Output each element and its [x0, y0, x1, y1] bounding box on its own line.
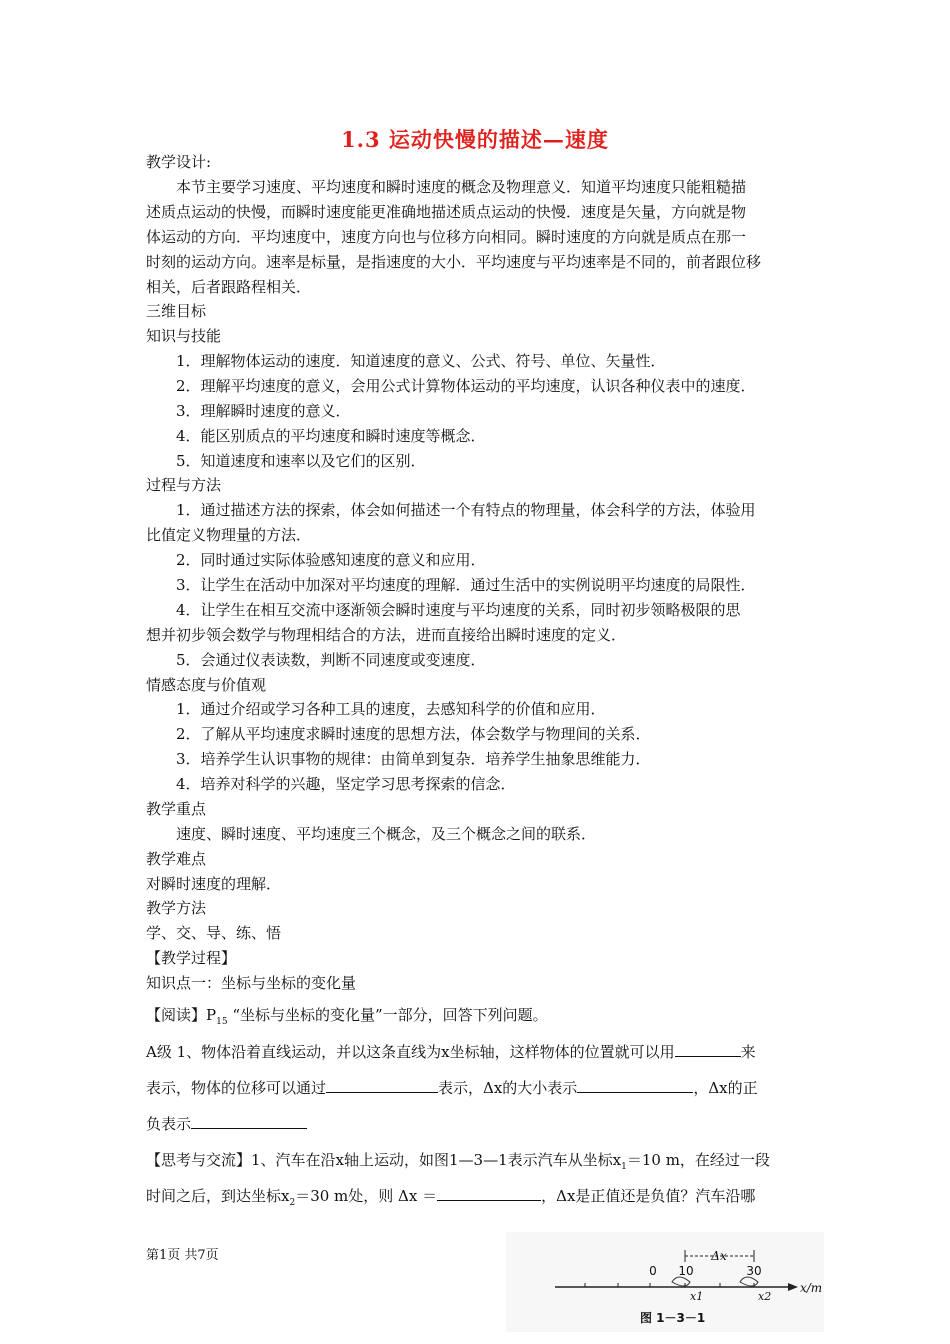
list-item: 3．培养学生认识事物的规律：由简单到复杂．培养学生抽象思维能力．	[176, 750, 651, 768]
page-footer: 第1页 共7页	[146, 1248, 219, 1263]
list-item: 3．理解瞬时速度的意义．	[176, 402, 351, 420]
reading-rest: “坐标与坐标的变化量”一部分，回答下列问题。	[227, 1006, 548, 1024]
think-text: ＝10 m，在经过一段	[626, 1151, 770, 1169]
axis-label: x/m	[800, 1281, 823, 1295]
delta-label: Δx	[711, 1249, 727, 1263]
paragraph-line: 述质点运动的快慢，而瞬时速度能更准确地描述质点运动的快慢．速度是矢量，方向就是物	[146, 203, 747, 221]
list-item: 5．知道速度和速率以及它们的区别．	[176, 452, 426, 470]
tick-label: 0	[649, 1264, 657, 1278]
x1-label: x1	[690, 1290, 704, 1303]
paragraph-line: 时刻的运动方向。速率是标量，是指速度的大小．平均速度与平均速率是不同的，前者跟位移	[146, 253, 762, 271]
think-text: ＝30 m处，则 Δx ＝	[295, 1187, 438, 1205]
question-text: 表示，Δx的大小表示	[438, 1079, 578, 1097]
question-text: ，Δx的正	[693, 1079, 758, 1097]
think-text: ，Δx是正值还是负值？汽车沿哪	[541, 1187, 756, 1205]
question-text: 来	[740, 1043, 756, 1061]
section-heading: 教学设计:	[146, 153, 212, 171]
answer-blank[interactable]	[437, 1186, 541, 1201]
list-item: 1．理解物体运动的速度．知道速度的意义、公式、符号、单位、矢量性．	[176, 352, 666, 370]
section-heading: 三维目标	[146, 302, 207, 320]
reading-page-sub: 15	[216, 1017, 228, 1027]
list-item: 4．能区别质点的平均速度和瞬时速度等概念．	[176, 427, 486, 445]
figure-caption: 图 1－3－1	[640, 1311, 706, 1325]
tick-label: 10	[678, 1264, 694, 1278]
list-item: 1．通过描述方法的探索，体会如何描述一个有特点的物理量，体会科学的方法，体验用	[176, 501, 756, 519]
list-item: 3．让学生在活动中加深对平均速度的理解．通过生活中的实例说明平均速度的局限性．	[176, 576, 756, 594]
question-line	[146, 1114, 307, 1134]
number-line-figure	[500, 1228, 830, 1338]
x2-label: x2	[758, 1290, 772, 1303]
answer-blank[interactable]	[326, 1078, 438, 1093]
question-line	[146, 1042, 756, 1062]
reading-prefix: 【阅读】P	[146, 1006, 217, 1024]
paragraph-line: 体运动的方向．平均速度中，速度方向也与位移方向相同。瞬时速度的方向就是质点在那一	[146, 228, 747, 246]
think-text: 【思考与交流】1、汽车在沿x轴上运动，如图1—3—1表示汽车从坐标x	[146, 1151, 622, 1169]
think-sub: 1	[621, 1162, 627, 1172]
question-text: A级 1、物体沿着直线运动，并以这条直线为x坐标轴，这样物体的位置就可以用	[146, 1043, 675, 1061]
think-sub: 2	[289, 1198, 296, 1208]
answer-blank[interactable]	[675, 1042, 741, 1057]
answer-blank[interactable]	[191, 1114, 307, 1129]
list-item: 2．了解从平均速度求瞬时速度的思想方法，体会数学与物理间的关系．	[176, 725, 651, 743]
reading-line	[146, 1005, 548, 1032]
section-heading: 教学方法	[146, 899, 207, 917]
section-heading: 【教学过程】	[146, 949, 237, 967]
tick-label: 30	[746, 1264, 762, 1278]
question-text: 负表示	[146, 1115, 192, 1133]
section-heading: 知识与技能	[146, 327, 222, 345]
section-heading: 教学难点	[146, 850, 207, 868]
question-text: 表示，物体的位移可以通过	[146, 1079, 327, 1097]
section-heading: 教学重点	[146, 800, 207, 818]
list-item: 2．同时通过实际体验感知速度的意义和应用．	[176, 551, 486, 569]
list-item: 1．通过介绍或学习各种工具的速度，去感知科学的价值和应用．	[176, 700, 606, 718]
answer-blank[interactable]	[577, 1078, 693, 1093]
think-line	[146, 1150, 770, 1177]
section-heading: 情感态度与价值观	[146, 676, 267, 694]
section-heading: 知识点一：坐标与坐标的变化量	[146, 974, 357, 992]
question-line	[146, 1078, 758, 1098]
list-item: 4．让学生在相互交流中逐渐领会瞬时速度与平均速度的关系，同时初步领略极限的思	[176, 601, 741, 619]
paragraph-line: 学、交、导、练、悟	[146, 924, 282, 942]
list-item: 4．培养对科学的兴趣，坚定学习思考探索的信念．	[176, 775, 516, 793]
paragraph-line: 对瞬时速度的理解．	[146, 875, 282, 893]
list-item: 比值定义物理量的方法．	[146, 526, 312, 544]
list-item: 想并初步领会数学与物理相结合的方法，进而直接给出瞬时速度的定义．	[146, 626, 627, 644]
list-item: 2．理解平均速度的意义，会用公式计算物体运动的平均速度，认识各种仪表中的速度．	[176, 377, 756, 395]
think-line	[146, 1186, 755, 1213]
section-heading: 过程与方法	[146, 476, 222, 494]
paragraph-line: 本节主要学习速度、平均速度和瞬时速度的概念及物理意义．知道平均速度只能粗糙描	[176, 178, 747, 196]
list-item: 5．会通过仪表读数，判断不同速度或变速度．	[176, 651, 486, 669]
paragraph-line: 相关，后者跟路程相关．	[146, 278, 312, 296]
page-title: 1.3 运动快慢的描述—速度	[341, 127, 609, 152]
think-text: 时间之后，到达坐标x	[146, 1187, 290, 1205]
paragraph-line: 速度、瞬时速度、平均速度三个概念，及三个概念之间的联系．	[176, 825, 597, 843]
